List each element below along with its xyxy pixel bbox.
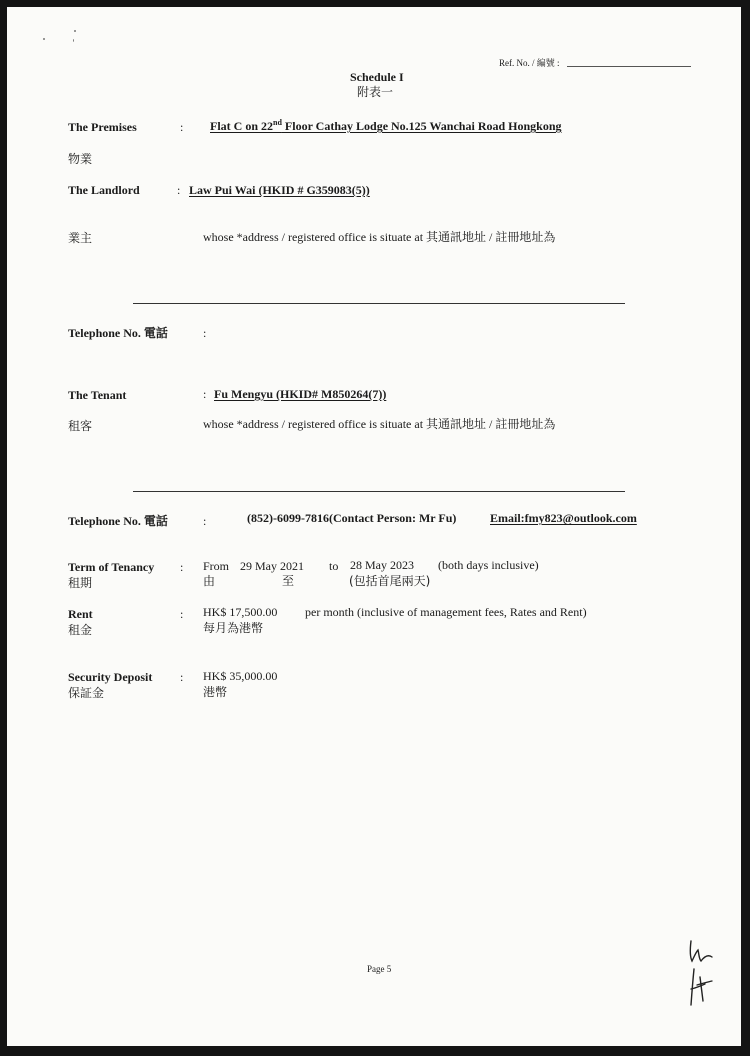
premises-address: Flat C on 22nd Floor Cathay Lodge No.125 Wanchai Road Hongkong [210, 118, 562, 133]
page-number: Page 5 [367, 964, 392, 974]
deposit-amount: HK$ 35,000.00 [203, 669, 278, 683]
term-to-date: 28 May 2023 [350, 558, 414, 572]
rent-period-cn: 每月為港幣 [203, 621, 264, 635]
tenant-address-text: whose *address / registered office is situate at 其通訊地址 / 註冊地址為 [203, 417, 556, 431]
term-colon: : [180, 560, 184, 574]
tenant-phone-number: (852)-6099-7816(Contact Person: Mr Fu) [247, 511, 457, 525]
landlord-label-cn: 業主 [68, 231, 93, 245]
premises-colon: : [180, 120, 184, 134]
rent-period: per month (inclusive of management fees, Rates and Rent) [305, 605, 587, 619]
deposit-label: Security Deposit [68, 670, 153, 684]
term-from-cn: 由 [203, 574, 216, 588]
term-to-label: to [329, 559, 339, 573]
scan-speck [43, 38, 45, 40]
term-label-cn: 租期 [68, 576, 93, 590]
tenant-address-line [133, 491, 625, 492]
term-from-date: 29 May 2021 [240, 559, 304, 573]
landlord-address-text: whose *address / registered office is situate at 其通訊地址 / 註冊地址為 [203, 230, 556, 244]
tenant-email: Email:fmy823@outlook.com [490, 511, 637, 525]
tenant-colon: : [203, 387, 207, 401]
tenant-label-cn: 租客 [68, 419, 93, 433]
document-page [7, 7, 741, 1046]
landlord-phone-label: Telephone No. 電話 [68, 326, 168, 340]
rent-label: Rent [68, 607, 93, 621]
scan-speck [74, 30, 76, 32]
ref-number-label: Ref. No. / 編號 : [499, 58, 560, 68]
premises-label: The Premises [68, 120, 137, 134]
deposit-colon: : [180, 670, 184, 684]
tenant-phone-label: Telephone No. 電話 [68, 514, 168, 528]
ref-number-line [567, 66, 691, 67]
rent-amount: HK$ 17,500.00 [203, 605, 278, 619]
tenant-label: The Tenant [68, 388, 127, 402]
rent-colon: : [180, 607, 184, 621]
handwritten-initials [679, 935, 721, 1009]
landlord-name: Law Pui Wai (HKID # G359083(5)) [189, 183, 370, 197]
premises-label-cn: 物業 [68, 152, 93, 166]
schedule-title-cn: 附表一 [357, 85, 394, 99]
landlord-address-line [133, 303, 625, 304]
term-inclusive: (both days inclusive) [438, 558, 539, 572]
landlord-phone-colon: : [203, 326, 207, 340]
rent-label-cn: 租金 [68, 623, 93, 637]
deposit-currency-cn: 港幣 [203, 685, 228, 699]
landlord-label: The Landlord [68, 183, 140, 197]
deposit-label-cn: 保証金 [68, 686, 105, 700]
term-to-cn: 至 [282, 574, 295, 588]
tenant-name: Fu Mengyu (HKID# M850264(7)) [214, 387, 387, 401]
term-label: Term of Tenancy [68, 560, 155, 574]
tenant-phone-colon: : [203, 514, 207, 528]
term-inclusive-cn: (包括首尾兩天) [349, 574, 431, 588]
term-from-label: From [203, 559, 230, 573]
landlord-colon: : [177, 183, 181, 197]
scan-speck [73, 39, 74, 42]
schedule-title: Schedule I [350, 70, 404, 84]
